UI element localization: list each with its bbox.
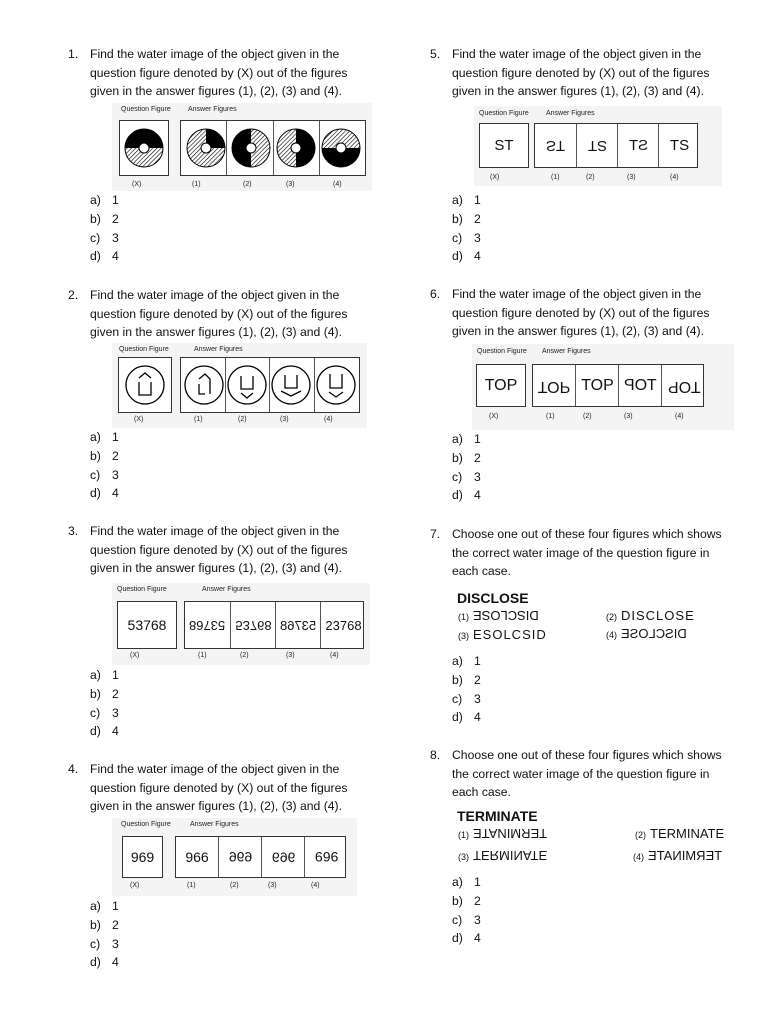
label-4: (4): [670, 174, 679, 181]
answer-figure-4: 23768: [320, 602, 366, 648]
label-2: (2): [238, 416, 247, 423]
answer-figures-box: [180, 357, 360, 413]
label-1: (1): [194, 416, 203, 423]
question-text: Find the water image of the object given in the question figure denoted by (X) out of the figures given in the answer figures (1), (2), (3) and (4).: [90, 524, 348, 576]
label-1: (1): [192, 181, 201, 188]
question-7: [430, 525, 740, 583]
figure-q3: [112, 583, 370, 665]
answer-figure-2: 969: [218, 837, 262, 877]
label-2: (2): [583, 413, 592, 420]
striped-disc-options-icon: [181, 121, 365, 175]
option-a[interactable]: a) 1: [452, 875, 481, 889]
option-b[interactable]: b) 2: [90, 917, 119, 932]
label-3: (3): [627, 174, 636, 181]
answer-figures-caption: Answer Figures: [542, 348, 591, 355]
question-word: TERMINATE: [457, 808, 538, 824]
option-b[interactable]: b) 2: [452, 450, 481, 465]
label-2: (2): [243, 181, 252, 188]
figure-q4: [112, 818, 357, 896]
answer-figure-2: ST: [576, 124, 618, 167]
question-figure-caption: Question Figure: [117, 586, 167, 593]
striped-disc-icon: [120, 121, 168, 175]
label-2: (2): [586, 174, 595, 181]
option-a[interactable]: a) 1: [452, 193, 481, 207]
question-figure-box: [476, 364, 526, 407]
question-text: Find the water image of the object given in the question figure denoted by (X) out of the figures given in the answer figures (1), (2), (3) and (4).: [452, 47, 710, 99]
option-d[interactable]: d) 4: [452, 488, 481, 503]
answer-figure-3: TOP: [618, 365, 662, 406]
label-4: (4): [675, 413, 684, 420]
option-b[interactable]: b) 2: [452, 893, 481, 908]
option-c[interactable]: c) 3: [90, 467, 119, 482]
question-text: Find the water image of the object given in the question figure denoted by (X) out of the figures given in the answer figures (1), (2), (3) and (4).: [90, 288, 348, 340]
question-figure-caption: Question Figure: [121, 106, 171, 113]
question-word: DISCLOSE: [457, 590, 529, 606]
option-d[interactable]: d) 4: [90, 249, 119, 264]
question-number: 5.: [430, 47, 441, 61]
question-figure-caption: Question Figure: [121, 821, 171, 828]
label-x: (X): [134, 416, 144, 423]
question-text: Find the water image of the object given in the question figure denoted by (X) out of the figures given in the answer figures (1), (2), (3) and (4).: [452, 287, 710, 339]
options-q8: [452, 873, 512, 948]
option-b[interactable]: b) 2: [90, 448, 119, 463]
option-d[interactable]: d) 4: [90, 486, 119, 501]
label-4: (4): [311, 882, 320, 889]
options-q4: [90, 897, 150, 972]
option-b[interactable]: b) 2: [452, 211, 481, 226]
question-number: 4.: [68, 762, 79, 776]
label-1: (1): [198, 652, 207, 659]
label-4: (4): [324, 416, 333, 423]
answer-figure-3: 969: [261, 837, 305, 877]
option-a[interactable]: a) 1: [452, 654, 481, 668]
option-c[interactable]: c) 3: [452, 469, 481, 484]
question-figure-text: 53768: [127, 617, 167, 633]
question-number: 6.: [430, 287, 441, 301]
option-a[interactable]: a) 1: [90, 899, 119, 913]
option-d[interactable]: d) 4: [452, 249, 481, 264]
label-2: (2): [230, 882, 239, 889]
option-d[interactable]: d) 4: [90, 724, 119, 739]
question-figure-box: [122, 836, 163, 878]
option-c[interactable]: c) 3: [452, 691, 481, 706]
circle-glyph-options-icon: [181, 358, 359, 412]
question-5: [430, 45, 740, 103]
question-figure-text: 969: [130, 849, 155, 865]
question-4: [68, 760, 378, 818]
options-q6: [452, 430, 512, 505]
label-2: (2): [240, 652, 249, 659]
question-number: 8.: [430, 748, 441, 762]
options-q7: [452, 652, 512, 727]
answer-figure-3: ST: [617, 124, 659, 167]
answer-figure-2: 53768: [230, 602, 276, 648]
answer-figure-1: TOP: [537, 377, 571, 395]
option-b[interactable]: b) 2: [452, 672, 481, 687]
answer-figure-2: TOP: [575, 365, 619, 406]
option-d[interactable]: d) 4: [452, 931, 481, 946]
option-b[interactable]: b) 2: [90, 211, 119, 226]
option-d[interactable]: d) 4: [90, 955, 119, 970]
option-c[interactable]: c) 3: [90, 705, 119, 720]
question-text: Choose one out of these four figures which shows the correct water image of the question figure in each case.: [452, 748, 722, 800]
question-number: 2.: [68, 288, 79, 302]
options-q2: [90, 428, 150, 503]
figure-q1: [112, 103, 372, 191]
label-3: (3): [280, 416, 289, 423]
option-c[interactable]: c) 3: [452, 912, 481, 927]
question-figure-text: ST: [494, 137, 514, 154]
answer-figures-caption: Answer Figures: [194, 346, 243, 353]
answer-figure-4: TOP: [661, 365, 706, 406]
question-figure-box: [117, 601, 177, 649]
option-b[interactable]: b) 2: [90, 686, 119, 701]
label-1: (1): [187, 882, 196, 889]
options-q5: [452, 191, 512, 266]
question-text: Find the water image of the object given in the question figure denoted by (X) out of the figures given in the answer figures (1), (2), (3) and (4).: [90, 47, 348, 99]
question-figure-box: [119, 120, 169, 176]
label-x: (X): [132, 181, 142, 188]
figure-q6: [472, 344, 734, 430]
option-a[interactable]: a) 1: [90, 193, 119, 207]
question-figure-caption: Question Figure: [479, 110, 529, 117]
answer-figures-box: [175, 836, 346, 878]
label-1: (1): [551, 174, 560, 181]
label-3: (3): [286, 652, 295, 659]
question-number: 7.: [430, 527, 441, 541]
alternative-2: (2) DISCLOSE: [606, 608, 695, 623]
answer-figures-box: [180, 120, 366, 176]
option-a[interactable]: a) 1: [452, 432, 481, 446]
question-6: [430, 285, 740, 343]
alternative-4: (4) TERMINATE: [633, 848, 723, 863]
option-c[interactable]: c) 3: [452, 230, 481, 245]
option-c[interactable]: c) 3: [90, 230, 119, 245]
answer-figure-4: 969: [304, 837, 348, 877]
label-3: (3): [286, 181, 295, 188]
option-a[interactable]: a) 1: [90, 430, 119, 444]
question-figure-text: TOP: [484, 376, 518, 394]
options-q3: [90, 666, 150, 741]
question-figure-caption: Question Figure: [477, 348, 527, 355]
answer-figures-caption: Answer Figures: [202, 586, 251, 593]
answer-figures-box: [532, 364, 704, 407]
question-3: [68, 522, 378, 580]
alternative-1: (1) DISCLOSE: [458, 608, 539, 623]
label-3: (3): [624, 413, 633, 420]
question-text: Choose one out of these four figures which shows the correct water image of the question figure in each case.: [452, 527, 722, 579]
label-x: (X): [130, 882, 140, 889]
answer-figure-1: ST: [545, 137, 566, 154]
label-1: (1): [546, 413, 555, 420]
question-figure-box: [479, 123, 529, 168]
alternative-3: (3) TERMINATE: [458, 848, 548, 863]
label-4: (4): [333, 181, 342, 188]
option-d[interactable]: d) 4: [452, 710, 481, 725]
answer-figures-caption: Answer Figures: [188, 106, 237, 113]
question-8: [430, 746, 740, 804]
figure-q5: [474, 106, 722, 186]
alternative-4: (4) DISCLOSE: [606, 626, 687, 641]
question-2: [68, 286, 378, 344]
option-c[interactable]: c) 3: [90, 936, 119, 951]
answer-figures-caption: Answer Figures: [546, 110, 595, 117]
label-x: (X): [130, 652, 140, 659]
answer-figures-box: [534, 123, 698, 168]
alternative-2: (2) TERMINATE: [635, 826, 725, 841]
question-number: 1.: [68, 47, 79, 61]
options-q1: [90, 191, 150, 266]
answer-figure-3: 53768: [275, 602, 321, 648]
alternative-3: (3) ESOLCSID: [458, 627, 547, 642]
label-x: (X): [490, 174, 500, 181]
question-text: Find the water image of the object given in the question figure denoted by (X) out of the figures given in the answer figures (1), (2), (3) and (4).: [90, 762, 348, 814]
circle-glyph-icon: [119, 358, 171, 412]
answer-figure-4: TS: [658, 124, 700, 167]
figure-q2: [112, 343, 367, 428]
answer-figure-1: 53768: [189, 617, 226, 633]
question-number: 3.: [68, 524, 79, 538]
answer-figures-box: [184, 601, 364, 649]
question-figure-box: [118, 357, 172, 413]
answer-figure-1: 966: [185, 849, 209, 865]
question-1: [68, 45, 378, 103]
alternative-1: (1) TERMINATE: [458, 826, 548, 841]
label-3: (3): [268, 882, 277, 889]
label-x: (X): [489, 413, 499, 420]
label-4: (4): [330, 652, 339, 659]
option-a[interactable]: a) 1: [90, 668, 119, 682]
answer-figures-caption: Answer Figures: [190, 821, 239, 828]
question-figure-caption: Question Figure: [119, 346, 169, 353]
